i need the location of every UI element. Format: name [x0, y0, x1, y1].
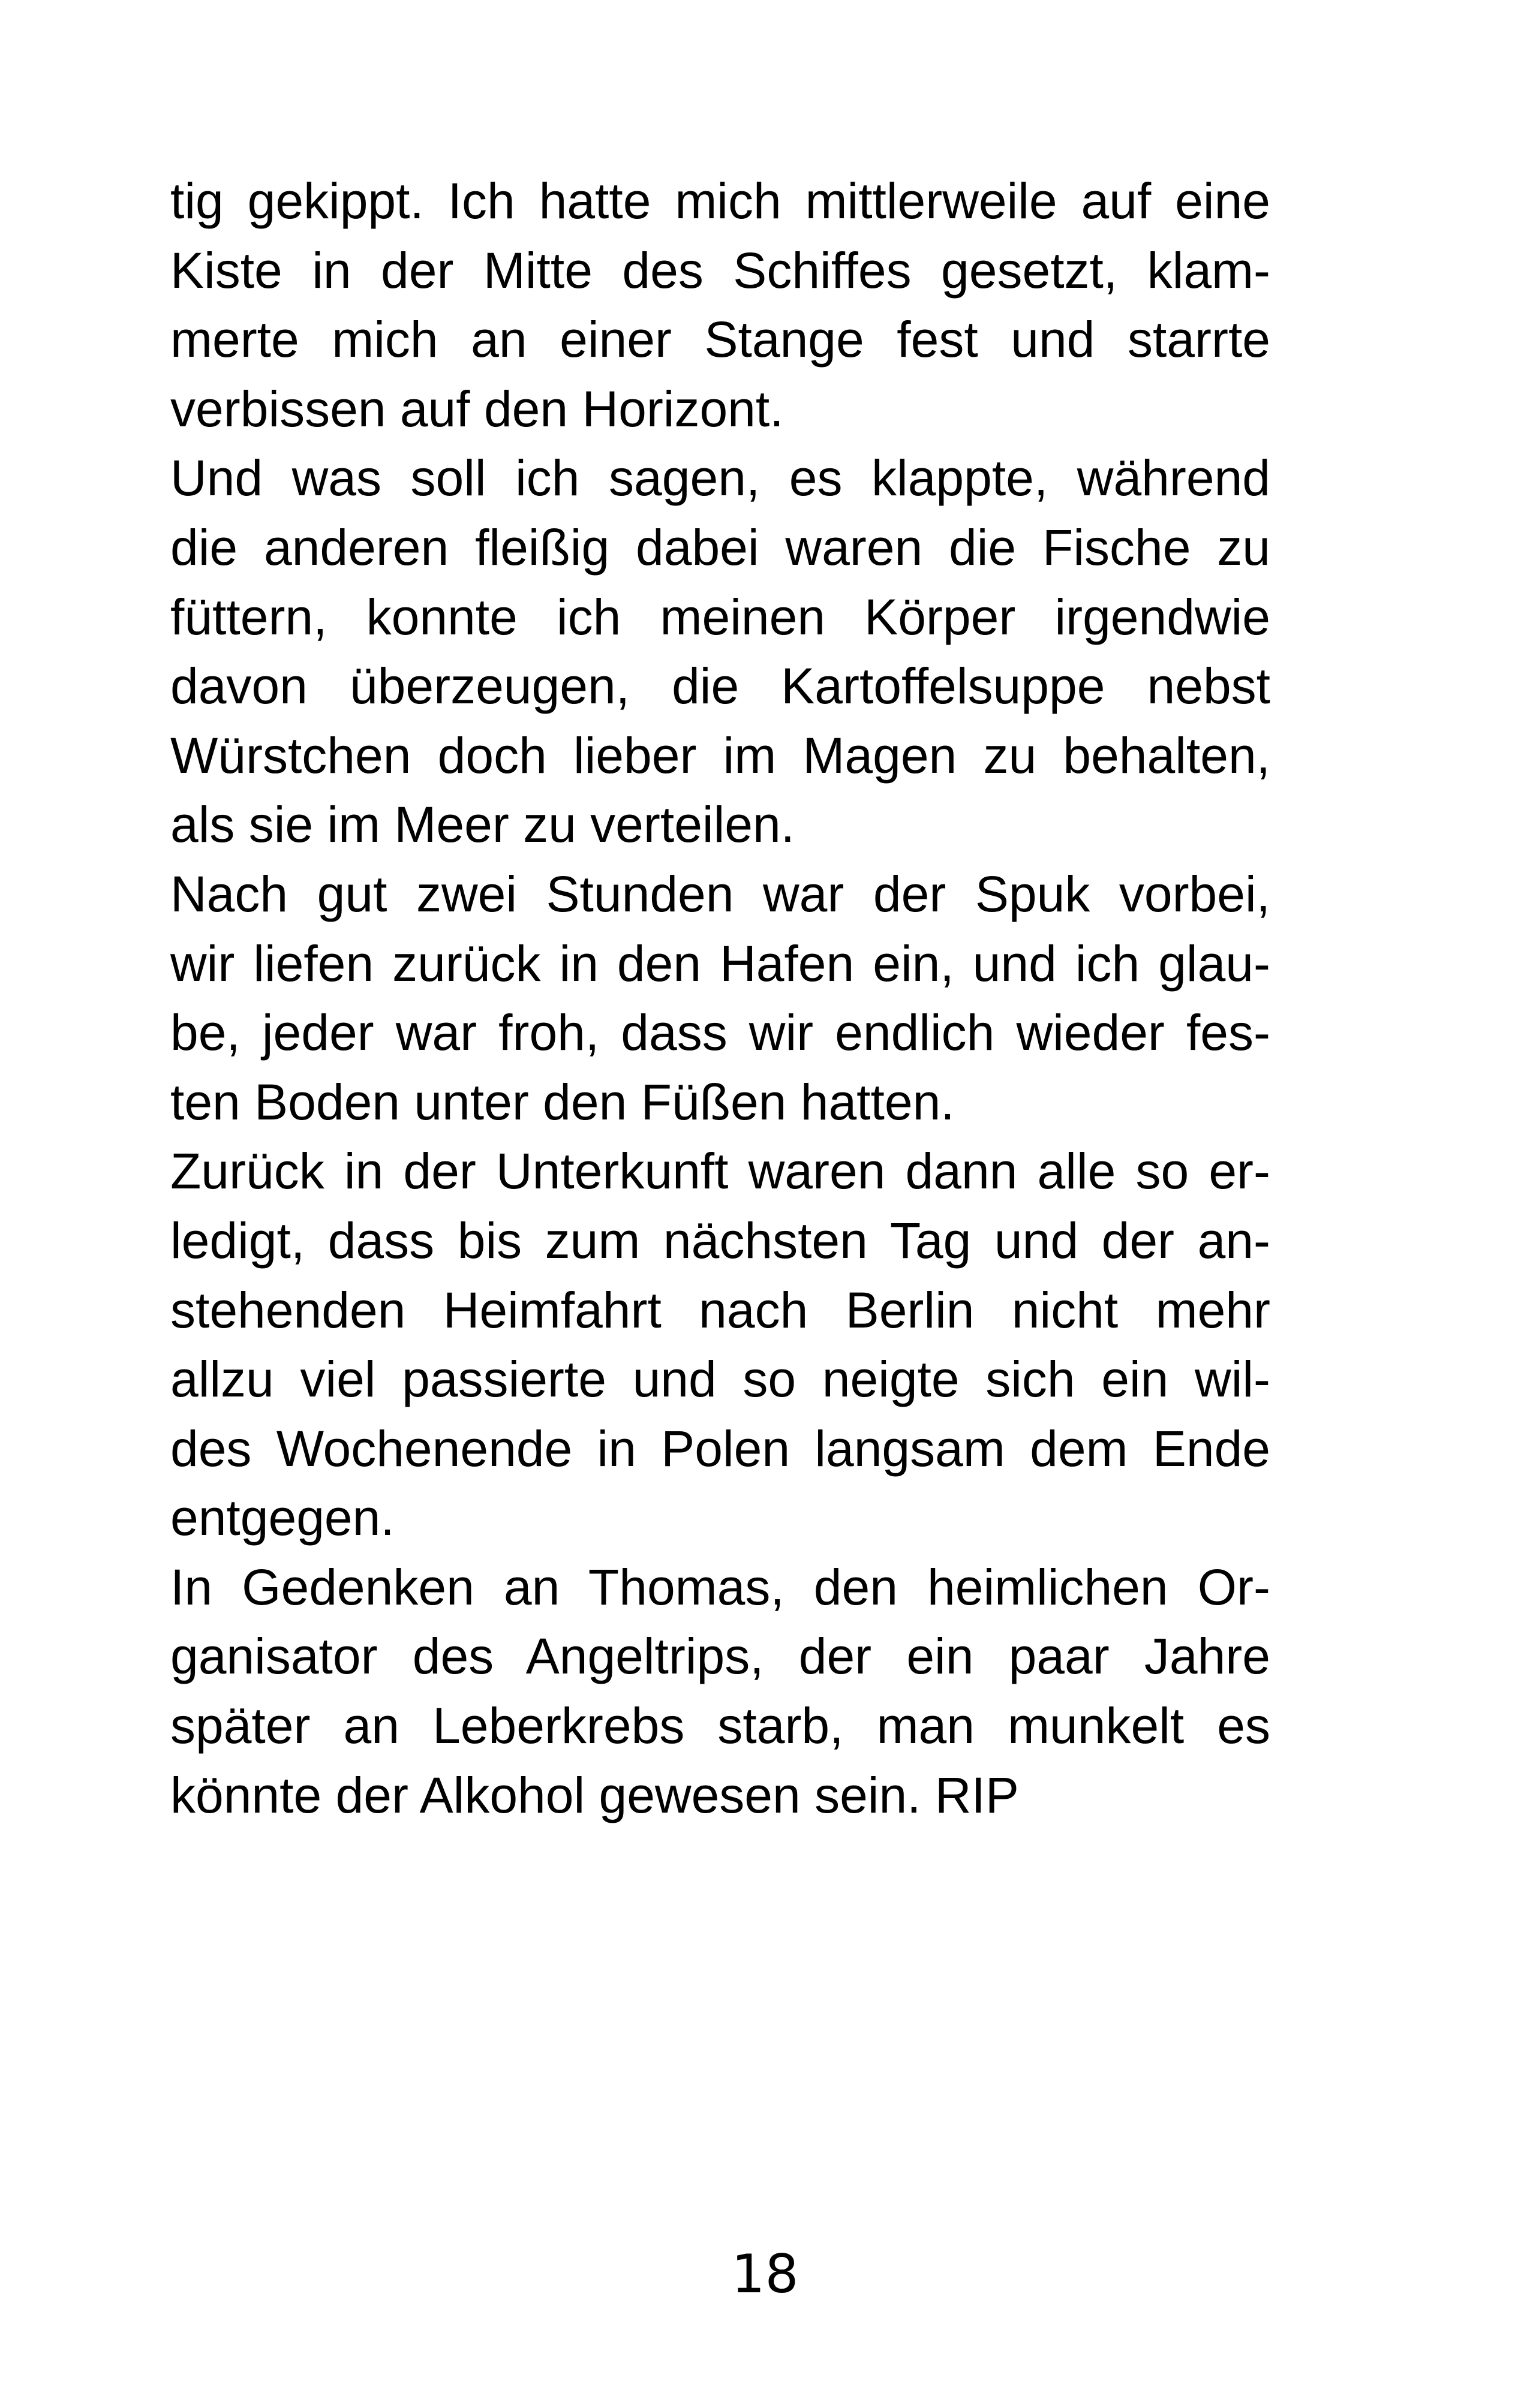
page-number: 18: [731, 2243, 799, 2305]
text-line: ledigt, dass bis zum nächsten Tag und der an-: [170, 1212, 1270, 1269]
text-line: allzu viel passierte und so neigte sich ein wil-: [170, 1351, 1270, 1408]
text-line: ganisator des Angeltrips, der ein paar Jahre: [170, 1628, 1270, 1685]
text-line: be, jeder war froh, dass wir endlich wieder fes-: [170, 1004, 1270, 1061]
text-line: des Wochenende in Polen langsam dem Ende: [170, 1420, 1270, 1477]
text-line: In Gedenken an Thomas, den heimlichen Or-: [170, 1558, 1270, 1615]
text-line: wir liefen zurück in den Hafen ein, und ich glau-: [170, 935, 1270, 992]
text-line: könnte der Alkohol gewesen sein. RIP: [170, 1766, 1019, 1823]
text-line: Nach gut zwei Stunden war der Spuk vorbei,: [170, 865, 1270, 922]
text-line: stehenden Heimfahrt nach Berlin nicht mehr: [170, 1281, 1270, 1338]
text-line: Und was soll ich sagen, es klappte, während: [170, 450, 1270, 507]
text-line: die anderen fleißig dabei waren die Fische zu: [170, 519, 1270, 576]
text-line: Würstchen doch lieber im Magen zu behalten,: [170, 727, 1270, 784]
text-line: merte mich an einer Stange fest und starrte: [170, 311, 1270, 368]
text-line: füttern, konnte ich meinen Körper irgendwie: [170, 588, 1270, 645]
text-line: entgegen.: [170, 1489, 395, 1546]
text-line: tig gekippt. Ich hatte mich mittlerweile auf eine: [170, 173, 1270, 229]
text-line: Kiste in der Mitte des Schiffes gesetzt, klam-: [170, 242, 1270, 299]
text-line: später an Leberkrebs starb, man munkelt es: [170, 1697, 1270, 1754]
text-line: verbissen auf den Horizont.: [170, 380, 784, 437]
text-line: davon überzeugen, die Kartoffelsuppe nebst: [170, 658, 1270, 715]
text-line: als sie im Meer zu verteilen.: [170, 796, 795, 853]
body-text: [170, 167, 1270, 1830]
text-line: Zurück in der Unterkunft waren dann alle so er-: [170, 1143, 1270, 1200]
text-line: ten Boden unter den Füßen hatten.: [170, 1073, 955, 1130]
